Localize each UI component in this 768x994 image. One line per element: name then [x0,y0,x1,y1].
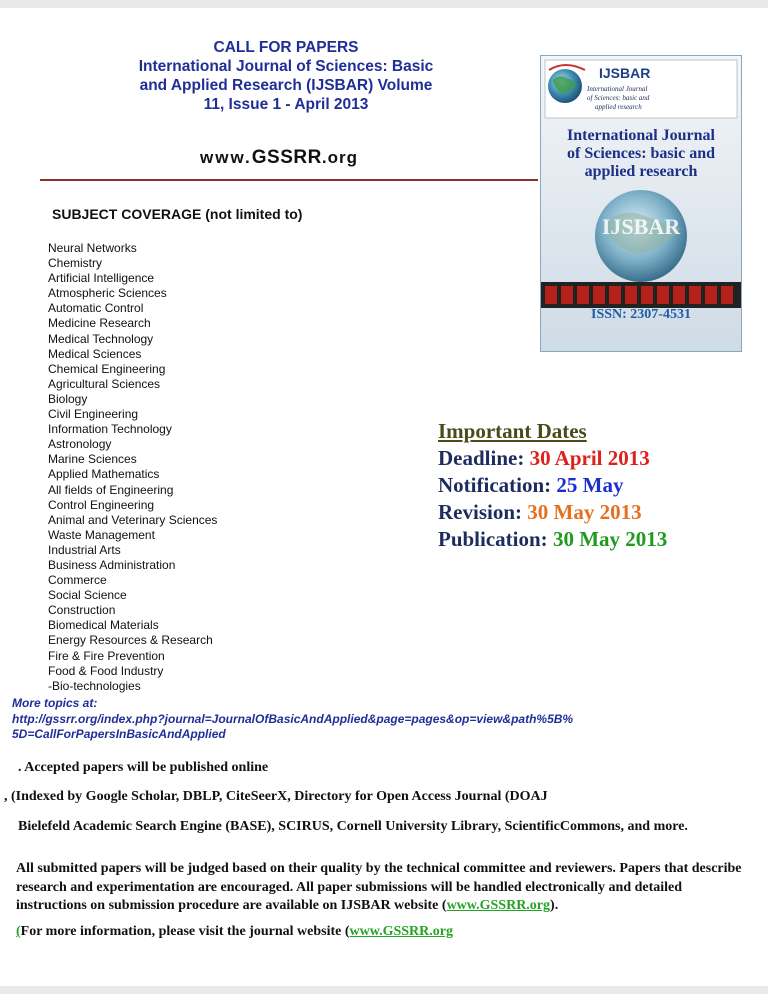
topic-item: Medical Sciences [48,346,142,361]
website-www: www. [200,148,252,167]
info-website-link[interactable]: www.GSSRR.org [349,924,453,939]
cover-logo: IJSBAR [599,65,651,81]
topic-item: Information Technology [48,422,172,437]
important-dates [438,418,667,553]
accepted-note: . Accepted papers will be published online [18,760,269,775]
topic-item: Fire & Fire Prevention [48,648,165,663]
more-topics-link[interactable]: http://gssrr.org/index.php?journal=JournalOfBasicAndApplied&page=pages&op=view&path%5B% 5D=CallForPapersInBasicAndApplied [12,711,574,741]
cover-grid-band [541,282,741,308]
title-line: CALL FOR PAPERS [213,39,359,56]
deadline-row: Deadline: 30 April 2013 [438,446,650,470]
topic-item: Medicine Research [48,316,151,331]
cover-issn: ISSN: 2307-4531 [591,307,691,322]
revision-row: Revision: 30 May 2013 [438,500,642,524]
topic-item: Energy Resources & Research [48,633,213,648]
revision-value: 30 May 2013 [527,500,642,524]
website-heading[interactable] [200,147,358,169]
important-dates-heading: Important Dates [438,419,587,443]
topic-item: Business Administration [48,557,176,572]
topic-item: Chemistry [48,256,103,271]
topic-item: Applied Mathematics [48,467,160,482]
topic-item: Medical Technology [48,331,154,346]
website-link[interactable]: www.GSSRR.org [446,898,551,913]
title-line: and Applied Research (IJSBAR) Volume [139,77,433,94]
topic-item: Marine Sciences [48,452,137,467]
divider-rule [40,179,538,181]
topic-item: Food & Food Industry [48,663,164,678]
topic-item: All fields of Engineering [48,482,174,497]
topic-item: Agricultural Sciences [48,376,161,391]
topic-item: Biology [48,391,88,406]
call-for-papers-title [100,38,472,114]
topic-item: Control Engineering [48,497,155,512]
cover-logo-sub: of Sciences: basic and [587,94,650,102]
indexed-note: , (Indexed by Google Scholar, DBLP, CiteSeerX, Directory for Open Access Journal (DOAJ [4,789,548,804]
topic-item: Construction [48,603,116,618]
topic-item: Automatic Control [48,301,144,316]
website-name: GSSRR [251,147,322,168]
topic-item: Chemical Engineering [48,361,166,376]
notification-value: 25 May [556,473,624,497]
cover-title: International Journal [566,127,716,144]
topic-item: Biomedical Materials [48,618,159,633]
topic-item: Atmospheric Sciences [48,286,167,301]
website-tld: .org [321,148,358,167]
topics-list [48,241,217,694]
title-line: 11, Issue 1 - April 2013 [203,96,369,113]
more-topics [12,696,632,743]
title-line: International Journal of Sciences: Basic [138,58,434,75]
more-topics-label: More topics at: [12,696,98,710]
cover-title: of Sciences: basic and [567,145,715,162]
publication-row: Publication: 30 May 2013 [438,527,668,551]
submission-paragraph: All submitted papers will be judged based on their quality by the technical committee and reviewers. Papers that describe research and experimentation are encouraged. All paper submissions will be handled electronically and detailed instructions on submission procedure are available on IJSBAR website (www.GSSRR.org). [16,861,742,913]
topic-item: Artificial Intelligence [48,271,155,286]
topic-item: Waste Management [48,527,155,542]
topic-item: Astronology [48,437,112,452]
topic-item: Civil Engineering [48,407,139,422]
notification-row: Notification: 25 May [438,473,624,497]
subject-coverage-heading: SUBJECT COVERAGE (not limited to) [52,206,303,222]
cover-logo-sub: applied research [595,103,642,111]
topic-item: -Bio-technologies [48,678,141,693]
indexing-services-note: Bielefeld Academic Search Engine (BASE), SCIRUS, Cornell University Library, ScientificCommons, and more. [18,819,688,834]
topic-item: Commerce [48,573,107,588]
topic-item: Industrial Arts [48,542,121,557]
flyer-page [0,8,768,986]
cover-title: applied research [584,163,698,180]
more-info-note: (For more information, please visit the journal website (www.GSSRR.org [16,924,453,939]
deadline-value: 30 April 2013 [529,446,650,470]
cover-watermark: IJSBAR [601,214,681,239]
cover-logo-sub: International Journal [587,85,648,93]
topic-item: Animal and Veterinary Sciences [48,512,218,527]
publication-value: 30 May 2013 [552,527,668,551]
journal-cover-image [540,55,742,352]
topic-item: Social Science [48,588,127,603]
topic-item: Neural Networks [48,241,137,255]
